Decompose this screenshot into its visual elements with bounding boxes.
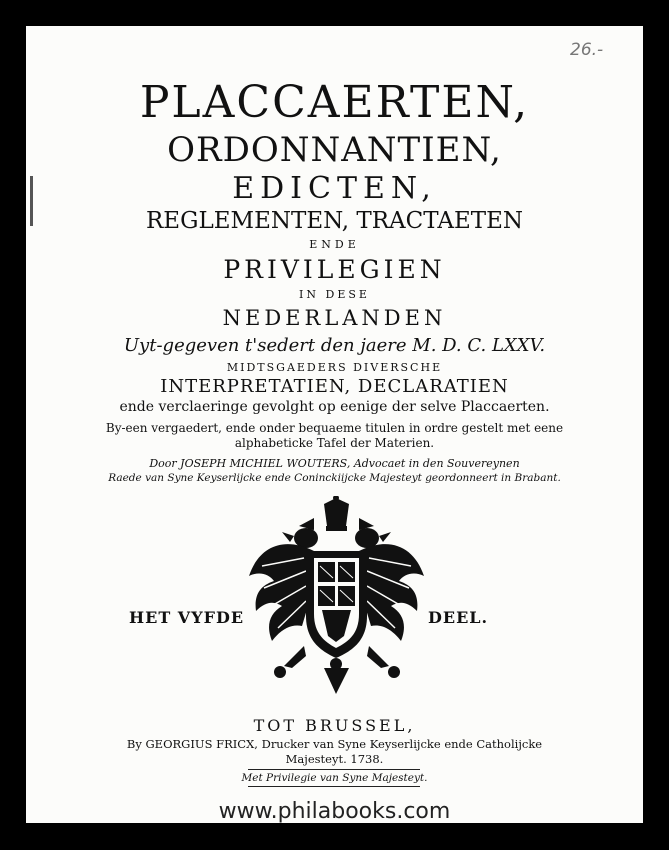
watermark-url: www.philabooks.com — [218, 799, 451, 824]
title-line-12: ende verclaeringe gevolght op eenige der selve Placcaerten. — [119, 399, 550, 415]
title-line-9: Uyt-gegeven t'sedert den jaere M. D. C. LXXV. — [123, 335, 546, 356]
imprint-privilege: Met Privilegie van Syne Majesteyt. — [241, 772, 428, 784]
title-line-6: PRIVILEGIEN — [223, 255, 446, 284]
imprint-printer: By GEORGIUS FRICX, Drucker van Syne Keyserlijcke ende Catholijcke — [126, 737, 543, 751]
author-line-2: Raede van Syne Keyserlijcke ende Coninckiijcke Majesteyt geordonneert in Brabant. — [108, 472, 561, 484]
imprint-rule-top — [248, 769, 420, 770]
author-line-1: Door JOSEPH MICHIEL WOUTERS, Advocaet in den Souvereynen — [149, 457, 520, 470]
title-line-2: ORDONNANTIEN, — [167, 130, 502, 170]
title-line-4: REGLEMENTEN, TRACTAETEN — [145, 208, 524, 234]
title-line-11: INTERPRETATIEN, DECLARATIEN — [160, 376, 509, 397]
title-line-14: alphabeticke Tafel der Materien. — [234, 436, 435, 450]
title-line-7: IN DESE — [299, 288, 370, 301]
volume-label-left: HET VYFDE — [129, 608, 245, 627]
pencil-annotation: 26.- — [570, 40, 604, 60]
imprint-rule-bottom — [248, 786, 420, 787]
imprint-date: Majesteyt. 1738. — [285, 752, 384, 766]
volume-label-right: DEEL. — [428, 608, 489, 627]
title-line-13: By-een vergaedert, ende onder bequaeme titulen in ordre gestelt met eene — [105, 421, 564, 435]
title-line-10: MIDTSGAEDERS DIVERSCHE — [226, 361, 443, 374]
imprint-place: TOT BRUSSEL, — [253, 716, 416, 735]
title-line-8: NEDERLANDEN — [222, 306, 447, 330]
title-line-3: EDICTEN, — [232, 171, 437, 206]
title-line-1: PLACCAERTEN, — [139, 77, 530, 128]
imperial-eagle-crest-icon — [244, 496, 429, 696]
title-page — [26, 26, 643, 823]
title-line-5: ENDE — [309, 238, 360, 251]
